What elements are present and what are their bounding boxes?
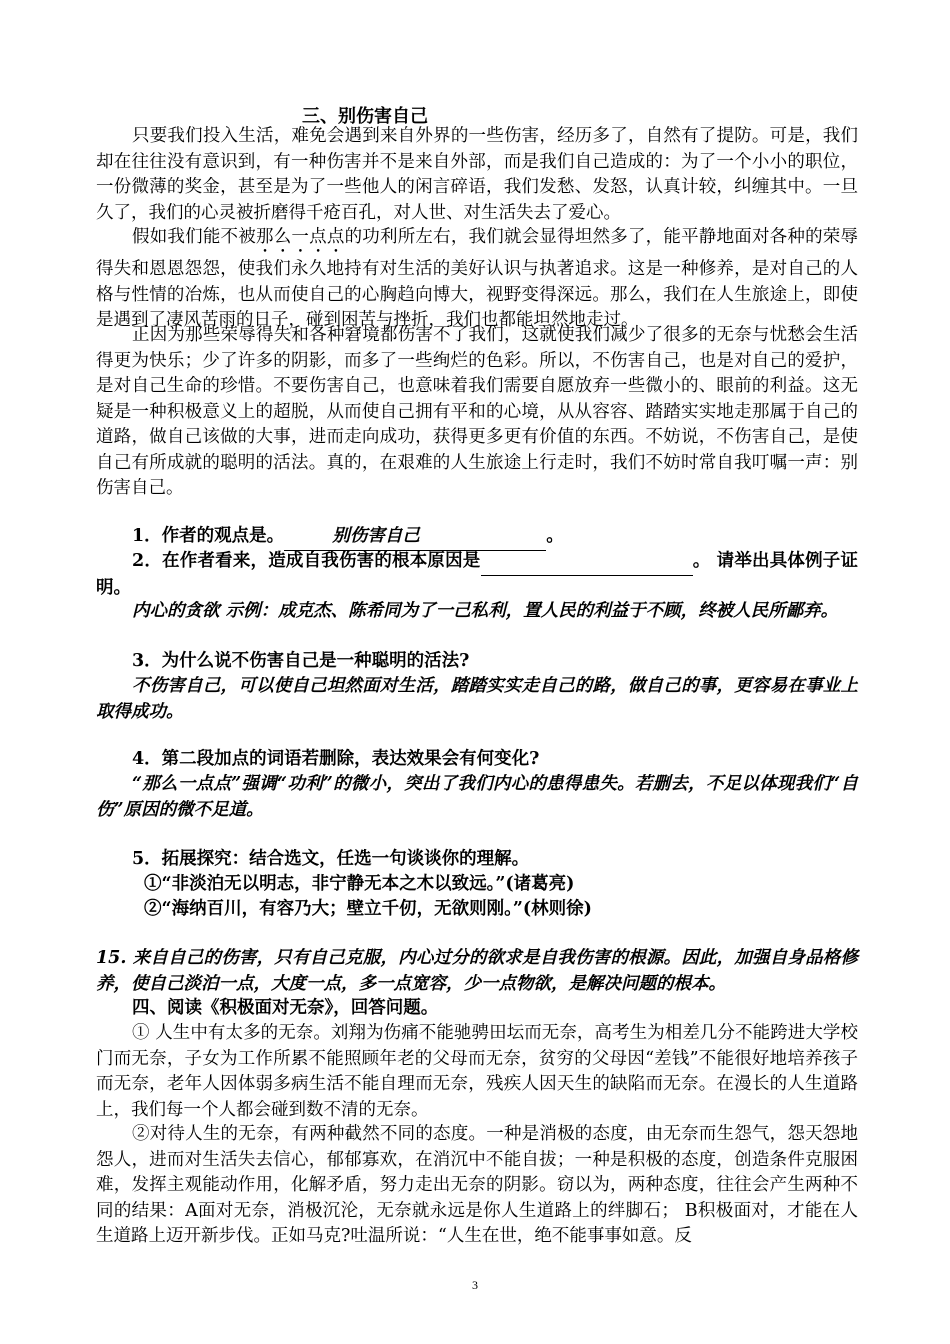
section4-paragraph-1: ① 人生中有太多的无奈。刘翔为伤痛不能驰骋田坛而无奈，高考生为相差几分不能跨进大学校门而无奈，子女为工作所累不能照顾年老的父母而无奈，贫穷的父母因“差钱”不能很好地培养孩子而无奈，老年人因体弱多病生活不能自理而无奈，残疾人因天生的缺陷而无奈。在漫长的人生道路上，我们每一个人都会碰到数不清的无奈。 <box>96 1023 858 1120</box>
question-3: 3．为什么说不伤害自己是一种聪明的活法? <box>132 651 470 671</box>
dotted-phrase: 那么一点点 <box>256 227 345 247</box>
question-1-text: 1．作者的观点是。 <box>132 526 285 546</box>
paragraph-2-after: 的功利所左右，我们就会显得坦然多了，能平静地面对各种的荣辱得失和恩恩怨怨，使我们永久地持有对生活的美好认识与执著追求。这是一种修养，是对自己的人格与性情的冶炼，也从而使自己的心胸趋向博大，视野变得深远。那么，我们在人生旅途上，即使是遇到了凄风苦雨的日子，碰到困苦与挫折，我们也都能坦然地走过。 <box>96 227 859 330</box>
question-1-answer: 别伤害自己 <box>332 526 420 546</box>
answer-15: 15. 来自自己的伤害，只有自己克服，内心过分的欲求是自我伤害的根源。因此，加强自身品格修养，使自己淡泊一点，大度一点，多一点宽容，少一点物欲，是解决问题的根本。 <box>96 948 858 994</box>
question-2-answer: 内心的贪欲 示例：成克杰、陈希同为了一己私利，置人民的利益于不顾，终被人民所鄙弃。 <box>132 601 839 621</box>
section4-title: 四、阅读《积极面对无奈》，回答问题。 <box>132 998 439 1018</box>
question-4: 4．第二段加点的词语若删除，表达效果会有何变化? <box>132 749 540 769</box>
paragraph-2-before: 假如我们能不被 <box>132 227 256 247</box>
section3-paragraph-1: 只要我们投入生活，难免会遇到来自外界的一些伤害，经历多了，自然有了提防。可是，我们却在往往没有意识到，有一种伤害并不是来自外部，而是我们自己造成的：为了一个小小的职位，一份微薄的奖金，甚至是为了一些他人的闲言碎语，我们发愁、发怒，认真计较，纠缠其中。一旦久了，我们的心灵被折磨得千疮百孔，对人世、对生活失去了爱心。 <box>96 126 858 223</box>
section4-paragraph-2: ②对待人生的无奈，有两种截然不同的态度。一种是消极的态度，由无奈而生怨气，怨天怨地怨人，进而对生活失去信心，郁郁寡欢，在消沉中不能自拔；一种是积极的态度，创造条件克服困难，发挥主观能动作用，化解矛盾，努力走出无奈的阴影。窃以为，两种态度，往往会产生两种不同的结果：A面对无奈，消极沉沦，无奈就永远是你人生道路上的绊脚石； B积极面对，才能在人生道路上迈开新步伐。正如马克?吐温所说：“人生在世，绝不能事事如意。反 <box>96 1124 858 1246</box>
question-2-answer-blank <box>481 549 693 576</box>
section3-title: 三、别伤害自己 <box>302 106 428 127</box>
question-5-option-2: ②“海纳百川，有容乃大；壁立千仞，无欲则刚。”(林则徐) <box>144 899 592 919</box>
question-1-answer-blank <box>284 524 546 551</box>
question-2-text: 2．在作者看来，造成自我伤害的根本原因是 <box>132 551 481 571</box>
question-4-answer: “那么一点点”强调“功利”的微小，突出了我们内心的患得患失。若删去，不足以体现我们“自伤”原因的微不足道。 <box>96 774 858 820</box>
question-5: 5．拓展探究：结合选文，任选一句谈谈你的理解。 <box>132 849 530 869</box>
section3-paragraph-2 <box>96 225 858 334</box>
question-3-answer: 不伤害自己，可以使自己坦然面对生活，踏踏实实走自己的路，做自己的事，更容易在事业上取得成功。 <box>96 676 858 722</box>
question-1 <box>96 524 858 551</box>
question-2-suffix: 。 请举出具体例子证明。 <box>96 551 858 598</box>
question-1-suffix: 。 <box>546 526 564 546</box>
question-5-option-1: ①“非淡泊无以明志，非宁静无本之木以致远。”(诸葛亮) <box>144 874 575 894</box>
page-number: 3 <box>472 1278 478 1292</box>
section3-paragraph-3: 正因为那些荣辱得失和各种窘境都伤害不了我们，这就使我们减少了很多的无奈与忧愁会生活得更为快乐；少了许多的阴影，而多了一些绚烂的色彩。所以，不伤害自己，也是对自己的爱护，是对自己生命的珍惜。不要伤害自己，也意味着我们需要自愿放弃一些微小的、眼前的利益。这无疑是一种积极意义上的超脱，从而使自己拥有平和的心境，从从容容、踏踏实实地走那属于自己的道路，做自己该做的大事，进而走向成功，获得更多更有价值的东西。不妨说，不伤害自己，是使自己有所成就的聪明的活法。真的，在艰难的人生旅途上行走时，我们不妨时常自我叮嘱一声：别伤害自己。 <box>96 325 858 498</box>
question-2 <box>96 549 858 601</box>
